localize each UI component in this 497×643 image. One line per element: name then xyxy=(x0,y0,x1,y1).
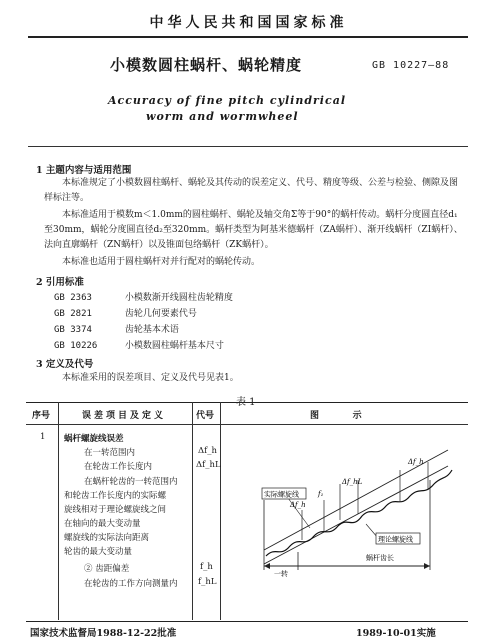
table-row-name: 在轮齿的工作方向测量内 xyxy=(84,579,178,589)
arrow-head-icon xyxy=(424,563,430,569)
table-header-item: 误差项目及定义 xyxy=(82,411,167,421)
reference-item xyxy=(54,338,224,351)
standard-header: 中华人民共和国国家标准 xyxy=(149,15,348,31)
label-delta-fhl: Δf_hL xyxy=(342,478,363,486)
table-row-name: 轮齿的最大变动量 xyxy=(64,547,133,557)
table-header-figure: 图 示 xyxy=(310,411,365,421)
reference-code: GB 2363 xyxy=(54,293,92,303)
label-worm-length: 蜗杆齿长 xyxy=(366,554,394,562)
table-row-name: 和轮齿工作长度内的实际螺 xyxy=(64,491,167,501)
table-row-name: 在蜗杆轮齿的一转范围内 xyxy=(84,477,178,487)
reference-item xyxy=(54,290,233,303)
table-row-name: 螺旋线的实际法向距离 xyxy=(64,533,150,543)
reference-item xyxy=(54,322,179,335)
section-3-intro: 本标准采用的误差项目、定义及代号见表1。 xyxy=(62,373,239,383)
reference-code: GB 10226 xyxy=(54,341,98,351)
table-col-divider xyxy=(192,402,193,620)
section-divider xyxy=(28,146,468,147)
label-delta-fh: Δf_h xyxy=(290,501,306,509)
table-row-no: 1 xyxy=(40,432,46,442)
reference-title: 小模数圆柱蜗杆基本尺寸 xyxy=(124,341,224,351)
section-1-para-2: 本标准适用于模数m＜1.0mm的圆柱蜗杆、蜗轮及轴交角Σ等于90°的蜗杆传动。蜗杆分度圆直径d₁至30mm，蜗轮分度圆直径d₂至320mm。蜗杆类型为阿基米德蜗杆（ZA蜗杆）、渐开线蜗杆（ZI蜗杆）、法向直廓蜗杆（ZN蜗杆）以及锥面包络蜗杆（ZK蜗杆）。 xyxy=(44,210,463,250)
standard-number: GB 10227—88 xyxy=(372,60,450,71)
label-f1: f₁ xyxy=(318,490,324,498)
reference-title: 小模数渐开线圆柱齿轮精度 xyxy=(124,293,233,303)
page-title: 小模数圆柱蜗杆、蜗轮精度 xyxy=(110,56,303,74)
table-row-name: 在一转范围内 xyxy=(84,448,136,458)
table-row-name: 在轮齿工作长度内 xyxy=(84,462,153,472)
table-row-name: 蜗杆螺旋线误差 xyxy=(64,434,124,444)
table-row-code: f_hL xyxy=(198,577,217,587)
reference-code: GB 3374 xyxy=(54,325,92,335)
table-caption: 表 1 xyxy=(236,397,256,408)
effective-date: 1989-10-01实施 xyxy=(356,628,436,639)
section-1-para-3: 本标准也适用于圆柱蜗杆对并行配对的蜗轮传动。 xyxy=(62,257,261,267)
english-title-line2: worm and wormwheel xyxy=(146,110,299,123)
table-col-divider xyxy=(220,402,221,620)
table-col-divider xyxy=(58,402,59,620)
approval-note: 国家技术监督局1988-12-22批准 xyxy=(30,628,177,639)
table-header-code: 代号 xyxy=(196,411,215,421)
reference-title: 齿轮基本术语 xyxy=(124,325,179,335)
table-header-no: 序号 xyxy=(32,411,51,421)
english-title-line1: Accuracy of fine pitch cylindrical xyxy=(108,94,346,107)
section-3-heading: 3 定义及代号 xyxy=(36,359,94,370)
label-actual-helix: 实际螺旋线 xyxy=(264,490,299,499)
reference-title: 齿轮几何要素代号 xyxy=(124,309,197,319)
table-row-name: 在轴向的最大变动量 xyxy=(64,519,141,529)
table-row-name: 旋线相对于理论螺旋线之间 xyxy=(64,505,167,515)
helix-error-diagram xyxy=(258,440,458,580)
reference-code: GB 2821 xyxy=(54,309,92,319)
section-1-heading: 1 主题内容与适用范围 xyxy=(36,165,132,176)
reference-item xyxy=(54,306,197,319)
table-row-name: ② 齿距偏差 xyxy=(84,564,130,574)
label-delta-fh-2: Δf_h xyxy=(408,458,424,466)
section-2-heading: 2 引用标准 xyxy=(36,277,84,288)
label-theory-helix: 理论螺旋线 xyxy=(378,535,413,544)
table-row-code: Δf_h xyxy=(198,446,218,456)
footer-rule xyxy=(26,621,468,622)
section-1-para-1: 本标准规定了小模数圆柱蜗杆、蜗轮及其传动的误差定义、代号、精度等级、公差与检验、侧隙及图样标注等。 xyxy=(44,178,459,203)
table-row-code: Δf_hL xyxy=(196,460,221,470)
table-header-rule xyxy=(26,424,468,425)
label-one-turn: 一转 xyxy=(274,570,288,578)
header-rule xyxy=(28,36,468,38)
table-row-code: f_h xyxy=(200,562,213,572)
